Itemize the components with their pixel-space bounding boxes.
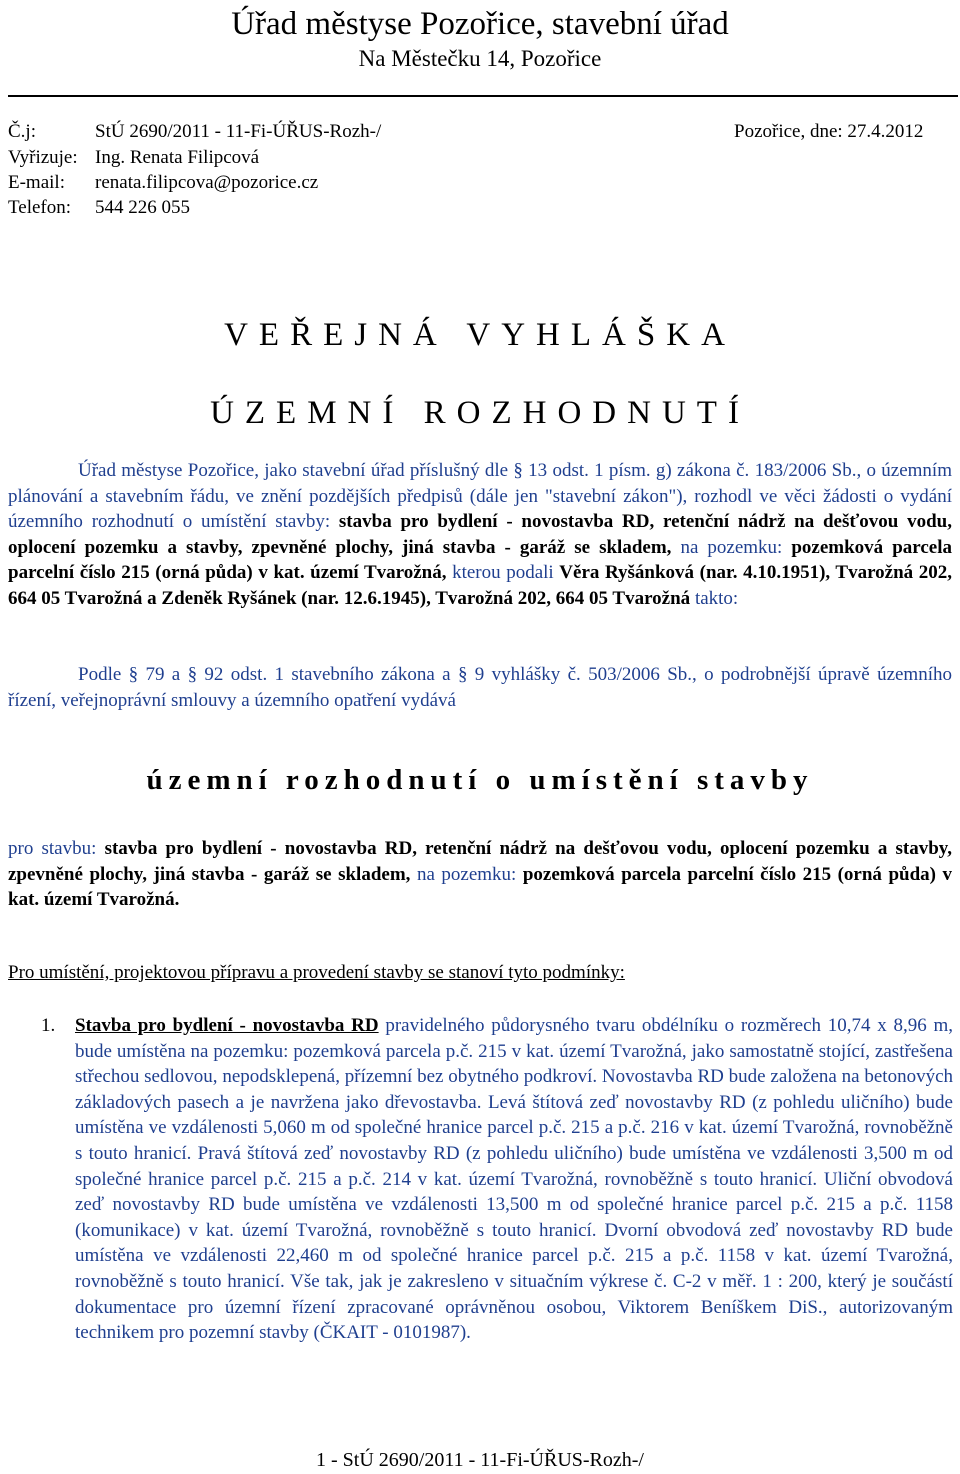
zoning-decision-heading: ÚZEMNÍ ROZHODNUTÍ	[210, 395, 750, 431]
public-notice-heading: VEŘEJNÁ VYHLÁŠKA	[224, 317, 736, 353]
construction-name: stavba pro bydlení - novostavba RD, retenční nádrž na dešťovou vodu, oplocení pozemku a stavby, zpevněné plochy, jiná stavba - garáž se skladem,	[8, 838, 952, 885]
construction-text-c: na pozemku:	[410, 863, 523, 885]
intro-text-e: kterou podali	[446, 562, 560, 583]
phone-label: Telefon:	[8, 197, 72, 218]
cj-value: StÚ 2690/2011 - 11-Fi-ÚŘUS-Rozh-/	[95, 121, 382, 142]
condition-lead: Stavba pro bydlení - novostavba RD	[75, 1015, 379, 1036]
condition-text: pravidelného půdorysného tvaru obdélníku o rozměrech 10,74 x 8,96 m, bude umístěna na pozemku: pozemková parcela p.č. 215 v kat. území Tvarožná, jako samostatně stojící, zastřešena střechou sedlovou, nepodsklepená, přízemní bez obytného podkroví. Novostavba RD bude založena na betonových základových pasech a je navržena jako dřevostavba. Levá štítová zeď novostavby RD (z pohledu uličního) bude umístěna ve vzdálenosti 5,060 m od společné hranice parcel p.č. 215 a p.č. 216 v kat. území Tvarožná, rovnoběžně s touto hranicí. Pravá štítová zeď novostavby RD (z pohledu uličního) bude umístěna ve vzdálenosti 3,500 m od společné hranice parcel p.č. 215 a p.č. 214 v kat. území Tvarožná, rovnoběžně s touto hranicí. Uliční obvodová zeď novostavby RD bude umístěna ve vzdálenosti 13,500 m od společné hranice parcel p.č. 215 a p.č. 1158 (komunikace) v kat. území Tvarožná, rovnoběžně s touto hranicí. Dvorní obvodová zeď novostavby RD bude umístěna ve vzdálenosti 22,460 m od společné hranice parcel p.č. 215 a p.č. 1158 v kat. území Tvarožná, rovnoběžně s touto hranicí. Vše tak, jak je zakresleno v situačním výkrese č. C-2 v měř. 1 : 200, který je součástí dokumentace pro územní řízení zpracované oprávněnou osobou, Viktorem Beníškem DiS., autorizovaným technikem pro pozemní stavby (ČKAIT - 0101987).	[75, 1015, 954, 1344]
decision-heading: územní rozhodnutí o umístění stavby	[146, 764, 814, 796]
office-address: Na Městečku 14, Pozořice	[358, 46, 602, 71]
conditions-title: Pro umístění, projektovou přípravu a provedení stavby se stanoví tyto podmínky:	[8, 962, 625, 983]
email-label: E-mail:	[8, 172, 65, 193]
construction-text-a: pro stavbu:	[8, 838, 105, 859]
vyrizuje-value: Ing. Renata Filipcová	[95, 147, 260, 168]
intro-parcel: pozemková parcela parcelní číslo 215 (orná půda) v kat. území Tvarožná,	[8, 536, 952, 583]
intro-text-g: takto:	[690, 587, 739, 609]
construction-parcel: pozemková parcela parcelní číslo 215 (orná půda) v kat. území Tvarožná.	[8, 863, 952, 910]
intro-text-a: Úřad městyse Pozořice, jako stavební úřad příslušný dle § 13 odst. 1 písm. g) zákona č. 183/2006 Sb., o územním plánování a stavebním řádu, ve znění pozdějších předpisů (dále jen "stavební zákon"), rozhodl ve věci žádosti o vydání územního rozhodnutí o umístění stavby:	[8, 460, 952, 532]
intro-paragraph	[8, 458, 952, 611]
condition-number: 1.	[41, 1015, 56, 1036]
construction-paragraph	[8, 836, 952, 913]
legal-basis-text: Podle § 79 a § 92 odst. 1 stavebního zákona a § 9 vyhlášky č. 503/2006 Sb., o podrobnější úpravě územního řízení, veřejnoprávní smlouvy a územního opatření vydává	[8, 664, 952, 711]
legal-basis-paragraph	[8, 662, 952, 713]
intro-applicants: Věra Ryšánková (nar. 4.10.1951), Tvarožná 202, 664 05 Tvarožná a Zdeněk Ryšánek (nar. 12.6.1945), Tvarožná 202, 664 05 Tvarožná	[8, 562, 953, 609]
vyrizuje-label: Vyřizuje:	[8, 147, 78, 168]
office-title: Úřad městyse Pozořice, stavební úřad	[231, 6, 729, 42]
email-value[interactable]: renata.filipcova@pozorice.cz	[95, 172, 319, 193]
cj-label: Č.j:	[8, 121, 36, 142]
intro-construction: stavba pro bydlení - novostavba RD, retenční nádrž na dešťovou vodu, oplocení pozemku a stavby, zpevněné plochy, jiná stavba - garáž se skladem,	[8, 511, 953, 558]
document-date: Pozořice, dne: 27.4.2012	[734, 121, 924, 142]
condition-item	[75, 1013, 953, 1346]
intro-text-c: na pozemku:	[671, 536, 792, 558]
footer-reference: 1 - StÚ 2690/2011 - 11-Fi-ÚŘUS-Rozh-/	[316, 1449, 644, 1471]
header-divider	[8, 95, 958, 97]
phone-value: 544 226 055	[95, 197, 190, 218]
